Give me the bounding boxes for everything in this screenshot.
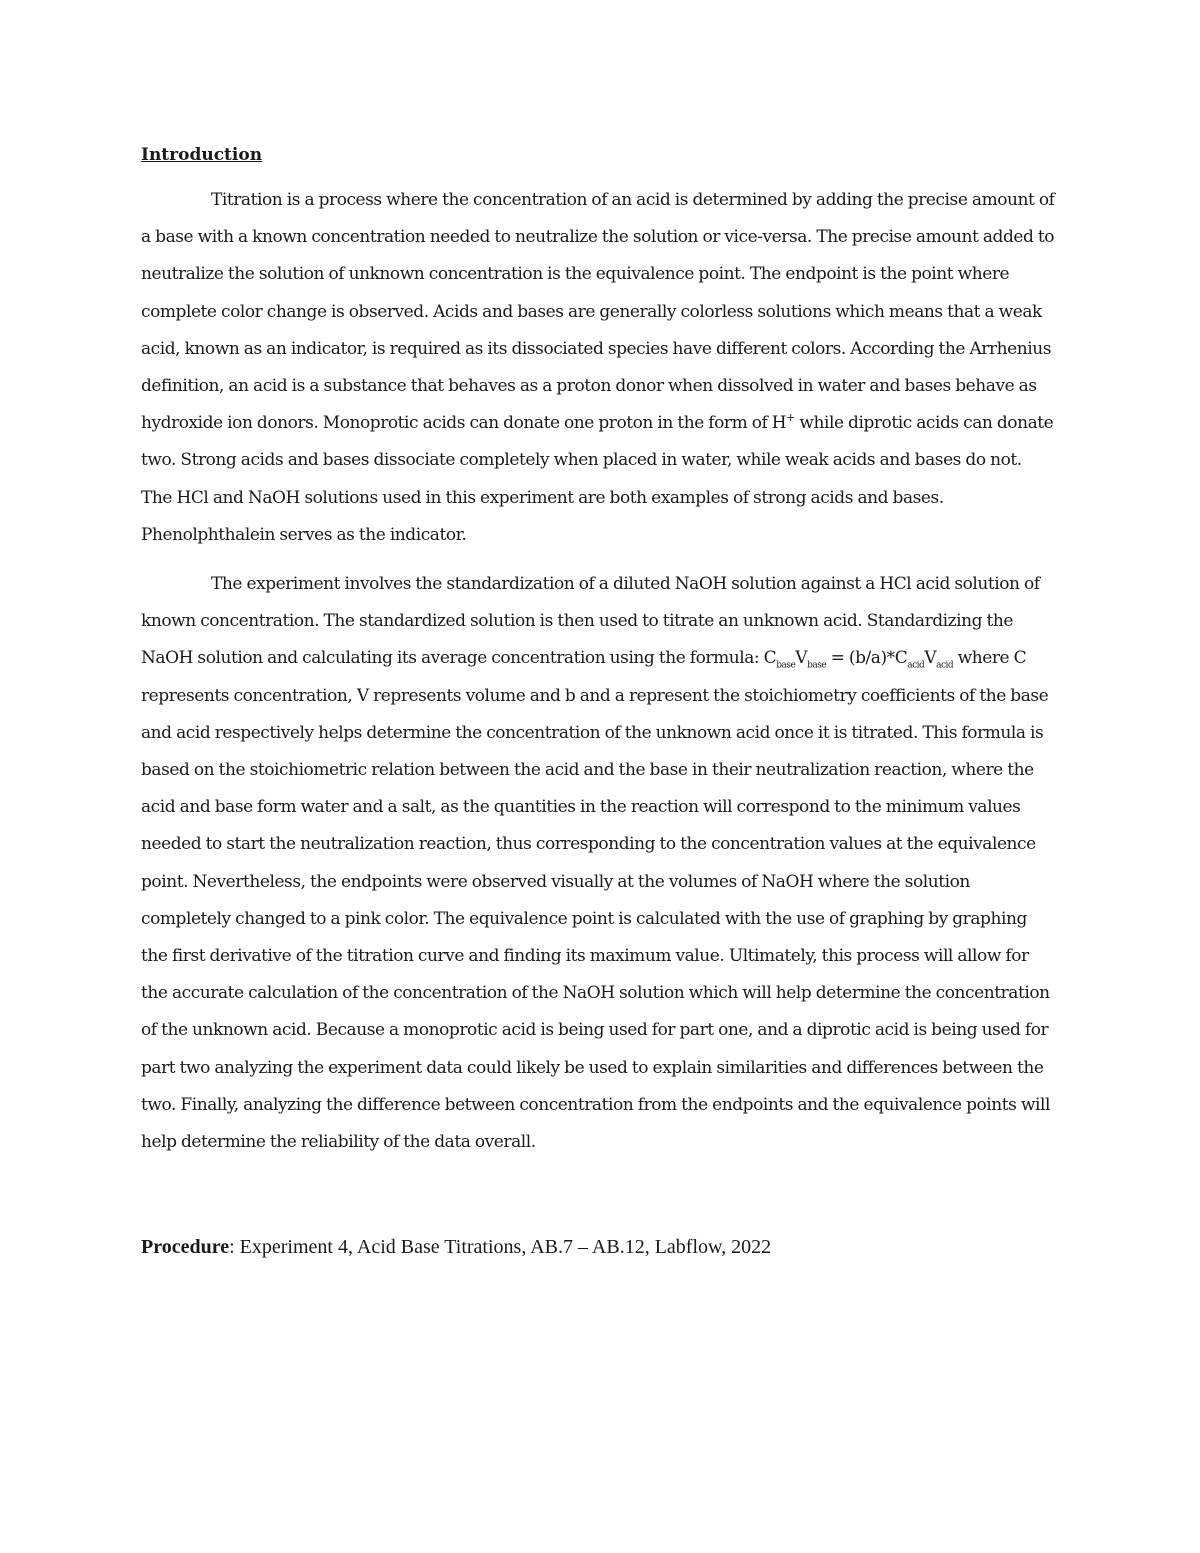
procedure-text: : Experiment 4, Acid Base Titrations, AB.7 – AB.12, Labflow, 2022: [229, 1236, 772, 1259]
formula-volume-symbol-1: V: [795, 648, 808, 669]
formula-subscript-acid-2: acid: [936, 660, 954, 671]
formula-subscript-base-1: base: [776, 660, 796, 671]
formula-subscript-acid-1: acid: [907, 660, 925, 671]
page-content: [141, 140, 1057, 1263]
formula-subscript-base-2: base: [807, 660, 827, 671]
intro-p1-text-a: Titration is a process where the concentration of an acid is determined by adding the precise amount of a base with a known concentration needed to neutralize the solution or vice-versa. The precise amount added to neutralize the solution of unknown concentration is the equivalence point. The endpoint is the point where complete color change is observed. Acids and bases are generally colorless solutions which means that a weak acid, known as an indicator, is required as its dissociated species have different colors. According the Arrhenius definition, an acid is a substance that behaves as a proton donor when dissolved in water and bases behave as hydroxide ion donors. Monoprotic acids can donate one proton in the form of H: [141, 190, 1055, 434]
procedure-label: Procedure: [141, 1236, 230, 1259]
intro-p2-text-a: The experiment involves the standardization of a diluted NaOH solution against a HCl acid solution of known concentration. The standardized solution is then used to titrate an unknown acid. Standardizing the NaOH solution and calculating its average concentration using the formula: C: [141, 574, 1040, 669]
formula-volume-symbol-2: V: [924, 648, 937, 669]
intro-paragraph-1: [141, 182, 1057, 554]
hydrogen-ion-charge: +: [786, 410, 795, 424]
intro-paragraph-2: [141, 566, 1057, 1161]
intro-p1-text-b: while diprotic acids can donate two. Strong acids and bases dissociate completely when placed in water, while weak acids and bases do not. The HCl and NaOH solutions used in this experiment are both examples of strong acids and bases. Phenolphthalein serves as the indicator.: [141, 413, 1054, 545]
intro-p2-text-b: = (b/a)*C: [826, 648, 908, 669]
intro-p2-text-c: where C represents concentration, V represents volume and b and a represent the stoichiometry coefficients of the base and acid respectively helps determine the concentration of the unknown acid once it is titrated. This formula is based on the stoichiometric relation between the acid and the base in their neutralization reaction, where the acid and base form water and a salt, as the quantities in the reaction will correspond to the minimum values needed to start the neutralization reaction, thus corresponding to the concentration values at the equivalence point. Nevertheless, the endpoints were observed visually at the volumes of NaOH where the solution completely changed to a pink color. The equivalence point is calculated with the use of graphing by graphing the first derivative of the titration curve and finding its maximum value. Ultimately, this process will allow for the accurate calculation of the concentration of the NaOH solution which will help determine the concentration of the unknown acid. Because a monoprotic acid is being used for part one, and a diprotic acid is being used for part two analyzing the experiment data could likely be used to explain similarities and differences between the two. Finally, analyzing the difference between concentration from the endpoints and the equivalence points will help determine the reliability of the data overall.: [141, 648, 1050, 1153]
procedure-line: [141, 1231, 1057, 1263]
introduction-heading: Introduction: [141, 145, 263, 165]
